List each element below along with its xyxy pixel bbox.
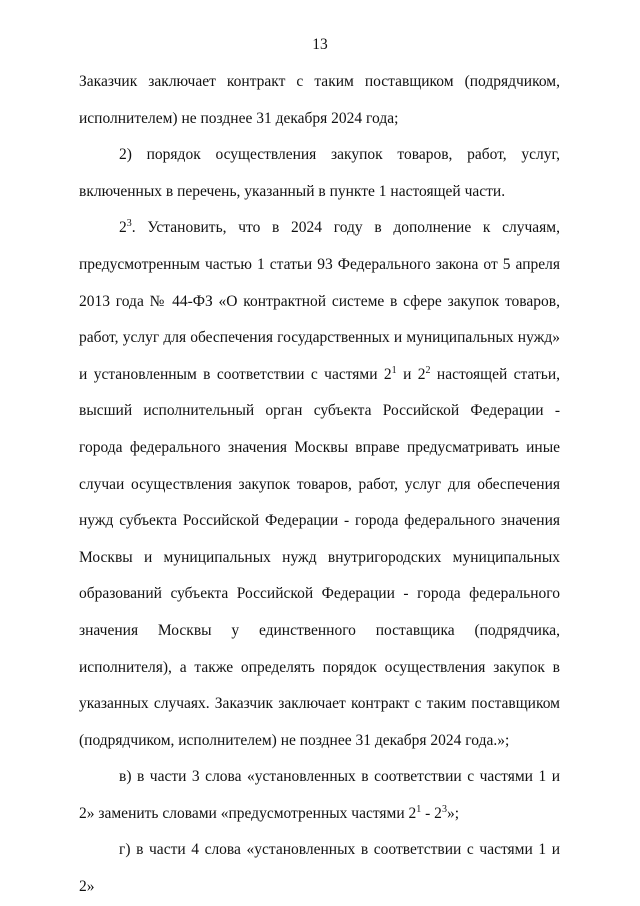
superscript: 3 — [441, 803, 447, 815]
paragraph-item-g — [79, 832, 560, 905]
paragraph-text: и 2 — [396, 365, 426, 383]
paragraph-text: . Установить, что в 2024 году в дополнение к случаям, предусмотренным частью 1 статьи 93 Федерального закона от 5 апреля 2013 года № 44-ФЗ «О контрактной системе в сфере закупок товаров, работ, услуг для обеспечения государственных и муниципальных нужд» и установленным в соответствии с частями 2 — [79, 219, 560, 383]
page-number: 13 — [312, 36, 328, 53]
superscript: 1 — [391, 364, 397, 376]
paragraph-text: в) в части 3 слова «установленных в соответствии с частями 1 и 2» заменить словами «предусмотренных частями 2 — [79, 768, 560, 822]
paragraph-text: 2) порядок осуществления закупок товаров, работ, услуг, включенных в перечень, указанный в пункте 1 настоящей части. — [79, 146, 560, 200]
paragraph-text: г) в части 4 слова «установленных в соответствии с частями 1 и 2» — [79, 841, 560, 896]
paragraph-item-2 — [79, 137, 560, 210]
superscript: 2 — [425, 364, 431, 376]
paragraph-text: Заказчик заключает контракт с таким поставщиком (подрядчиком, исполнителем) не позднее 31 декабря 2024 года; — [79, 73, 560, 127]
document-body — [79, 64, 560, 906]
paragraph-part-2-3 — [79, 210, 560, 759]
paragraph-text: - 2 — [421, 804, 442, 822]
superscript: 1 — [416, 803, 422, 815]
paragraph-text: настоящей статьи, высший исполнительный орган субъекта Российской Федерации - города федерального значения Москвы вправе предусматривать иные случаи осуществления закупок товаров, работ, услуг для обеспечения нужд субъекта Российской Федерации - города федерального значения Москвы и муниципальных нужд внутригородских муниципальных образований субъекта Российской Федерации - города федерального значения Москвы у единственного поставщика (подрядчика, исполнителя), а также определять порядок осуществления закупок в указанных случаях. Заказчик заключает контракт с таким поставщиком (подрядчиком, исполнителем) не позднее 31 декабря 2024 года.»; — [79, 365, 560, 749]
paragraph-item-v — [79, 759, 560, 832]
part-number-superscript: 3 — [126, 218, 132, 230]
paragraph-text: »; — [446, 804, 459, 822]
part-number: 2 — [119, 219, 127, 237]
paragraph-continuation — [79, 64, 560, 137]
